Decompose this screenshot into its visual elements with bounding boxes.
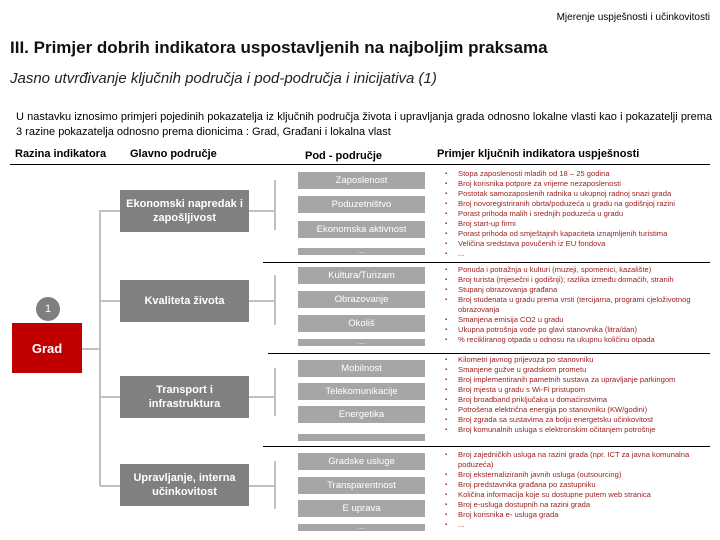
sub-area: Gradske usluge: [298, 453, 425, 470]
column-header-sub: Pod - područje: [305, 150, 382, 162]
section-label: Mjerenje uspješnosti i učinkovitosti: [556, 12, 710, 23]
indicator-item: ▪ Broj komunalnih usluga s elektronskim očitanjem potrošnje: [444, 425, 718, 435]
divider: [263, 446, 710, 447]
indicator-item: ▪ Broj e-usluga dostupnih na razini grada: [444, 500, 718, 510]
column-header-main: Glavno područje: [130, 148, 217, 160]
connector: [249, 485, 274, 487]
indicator-item: ▪ Broj zgrada sa sustavima za bolju energetsku učinkovitost: [444, 415, 718, 425]
indicator-item: ▪ Stopa zaposlenosti mladih od 18 – 25 godina: [444, 169, 718, 179]
divider: [263, 262, 710, 263]
indicator-item: ▪ Broj korisnika e- usluga grada: [444, 510, 718, 520]
indicator-item: ▪ Broj korisnika potpore za vrijeme nezaposlenosti: [444, 179, 718, 189]
column-header-examples: Primjer ključnih indikatora uspješnosti: [437, 148, 640, 160]
indicator-list-economy: [444, 169, 718, 259]
indicator-item: ▪ Porast prihoda malih i srednjih poduzeća u gradu: [444, 209, 718, 219]
connector: [249, 396, 274, 398]
sub-area: Okoliš: [298, 315, 425, 332]
indicator-item: ▪ Broj broadband priključaka u domaćinstvima: [444, 395, 718, 405]
indicator-item: ▪ Ukupna potrošnja vode po glavi stanovnika (litra/dan): [444, 325, 718, 335]
sub-area-more: ....: [298, 524, 425, 531]
area-governance: Upravljanje, interna učinkovitost: [120, 464, 249, 506]
indicator-item: ▪ Broj predstavnika građana po zastupniku: [444, 480, 718, 490]
connector: [100, 396, 120, 398]
level-number-badge: 1: [36, 297, 60, 321]
indicator-item: ▪ Porast prihoda od smještajnih kapaciteta iznajmljenih turistima: [444, 229, 718, 239]
sub-area-more: ....: [298, 339, 425, 346]
sub-area: Mobilnost: [298, 360, 425, 377]
indicator-item: ▪ Broj novoregistriranih obrta/poduzeća u gradu na godišnjoj razini: [444, 199, 718, 209]
connector: [82, 348, 100, 350]
area-transport: Transport i infrastruktura: [120, 376, 249, 418]
divider: [268, 353, 710, 354]
indicator-item: ▪ Broj turista (mjesečni i godišnji); razlika između domaćih, stranih: [444, 275, 718, 285]
indicator-item: ▪ Postotak samozaposlenih radnika u ukupnoj radnoj snazi grada: [444, 189, 718, 199]
connector: [249, 300, 274, 302]
connector: [274, 368, 276, 416]
connector: [274, 275, 276, 325]
connector: [274, 461, 276, 509]
page-subtitle: Jasno utvrđivanje ključnih područja i pod-područja i inicijativa (1): [10, 70, 437, 87]
sub-area: Kultura/Turizam: [298, 267, 425, 284]
indicator-item: ▪ ...: [444, 520, 718, 530]
indicator-item: ▪ Količina informacija koje su dostupne putem web stranica: [444, 490, 718, 500]
connector: [100, 485, 120, 487]
indicator-item: ▪ Potrošena električna energija po stanovniku (KW/godini): [444, 405, 718, 415]
indicator-item: ▪ Broj eksternaliziranih javnih usluga (outsourcing): [444, 470, 718, 480]
indicator-item: ▪ Kilometri javnog prijevoza po stanovniku: [444, 355, 718, 365]
level-grad-box: Grad: [12, 323, 82, 373]
area-quality-of-life: Kvaliteta života: [120, 280, 249, 322]
connector: [249, 210, 274, 212]
indicator-item: ▪ Veličina sredstava povučenih iz EU fondova: [444, 239, 718, 249]
indicator-item: ▪ Broj implementiranih pametnih sustava za upravljanje parkingom: [444, 375, 718, 385]
sub-area: Poduzetništvo: [298, 196, 425, 213]
indicator-item: ▪ % recikliranog otpada u odnosu na ukupnu količinu otpada: [444, 335, 718, 345]
column-header-level: Razina indikatora: [15, 148, 107, 160]
sub-area: Telekomunikacije: [298, 383, 425, 400]
indicator-item: ▪ Broj mjesta u gradu s Wi-Fi pristupom: [444, 385, 718, 395]
indicator-list-quality-of-life: [444, 265, 718, 345]
connector: [274, 180, 276, 230]
indicator-item: ▪ ...: [444, 249, 718, 259]
sub-area: Obrazovanje: [298, 291, 425, 308]
connector: [100, 300, 120, 302]
page-title: III. Primjer dobrih indikatora uspostavljenih na najboljim praksama: [10, 38, 548, 57]
indicator-list-transport: [444, 355, 718, 435]
intro-paragraph: U nastavku iznosimo primjeri pojedinih pokazatelja iz ključnih područja života i upravljanja grada odnosno lokalne vlasti kao i pokazatelji prema 3 razine pokazatelja odnosno prema dionicima : Grad, Građani i lokalna vlast: [16, 111, 712, 138]
sub-area: Energetika: [298, 406, 425, 423]
indicator-item: ▪ Smanjene gužve u gradskom prometu: [444, 365, 718, 375]
sub-area: Transparentnost: [298, 477, 425, 494]
indicator-item: ▪ Ponuda i potražnja u kulturi (muzeji, spomenici, kazalište): [444, 265, 718, 275]
sub-area-more: [298, 434, 425, 441]
indicator-item: ▪ Smanjena emisija CO2 u gradu: [444, 315, 718, 325]
indicator-list-governance: [444, 450, 718, 530]
sub-area: E uprava: [298, 500, 425, 517]
connector: [100, 210, 120, 212]
sub-area: Ekonomska aktivnost: [298, 221, 425, 238]
indicator-item: ▪ Broj studenata u gradu prema vrsti (tercijarna, programi cjeloživotnog obrazovanja: [444, 295, 718, 315]
indicator-item: ▪ Broj zajedničkih usluga na razini grada (npr. ICT za javna komunalna poduzeća): [444, 450, 718, 470]
header-divider: [10, 164, 710, 165]
indicator-item: ▪ Broj start-up firmi: [444, 219, 718, 229]
area-economy: Ekonomski napredak i zapošljivost: [120, 190, 249, 232]
sub-area: Zaposlenost: [298, 172, 425, 189]
sub-area-more: ....: [298, 248, 425, 255]
indicator-item: ▪ Stupanj obrazovanja građana: [444, 285, 718, 295]
